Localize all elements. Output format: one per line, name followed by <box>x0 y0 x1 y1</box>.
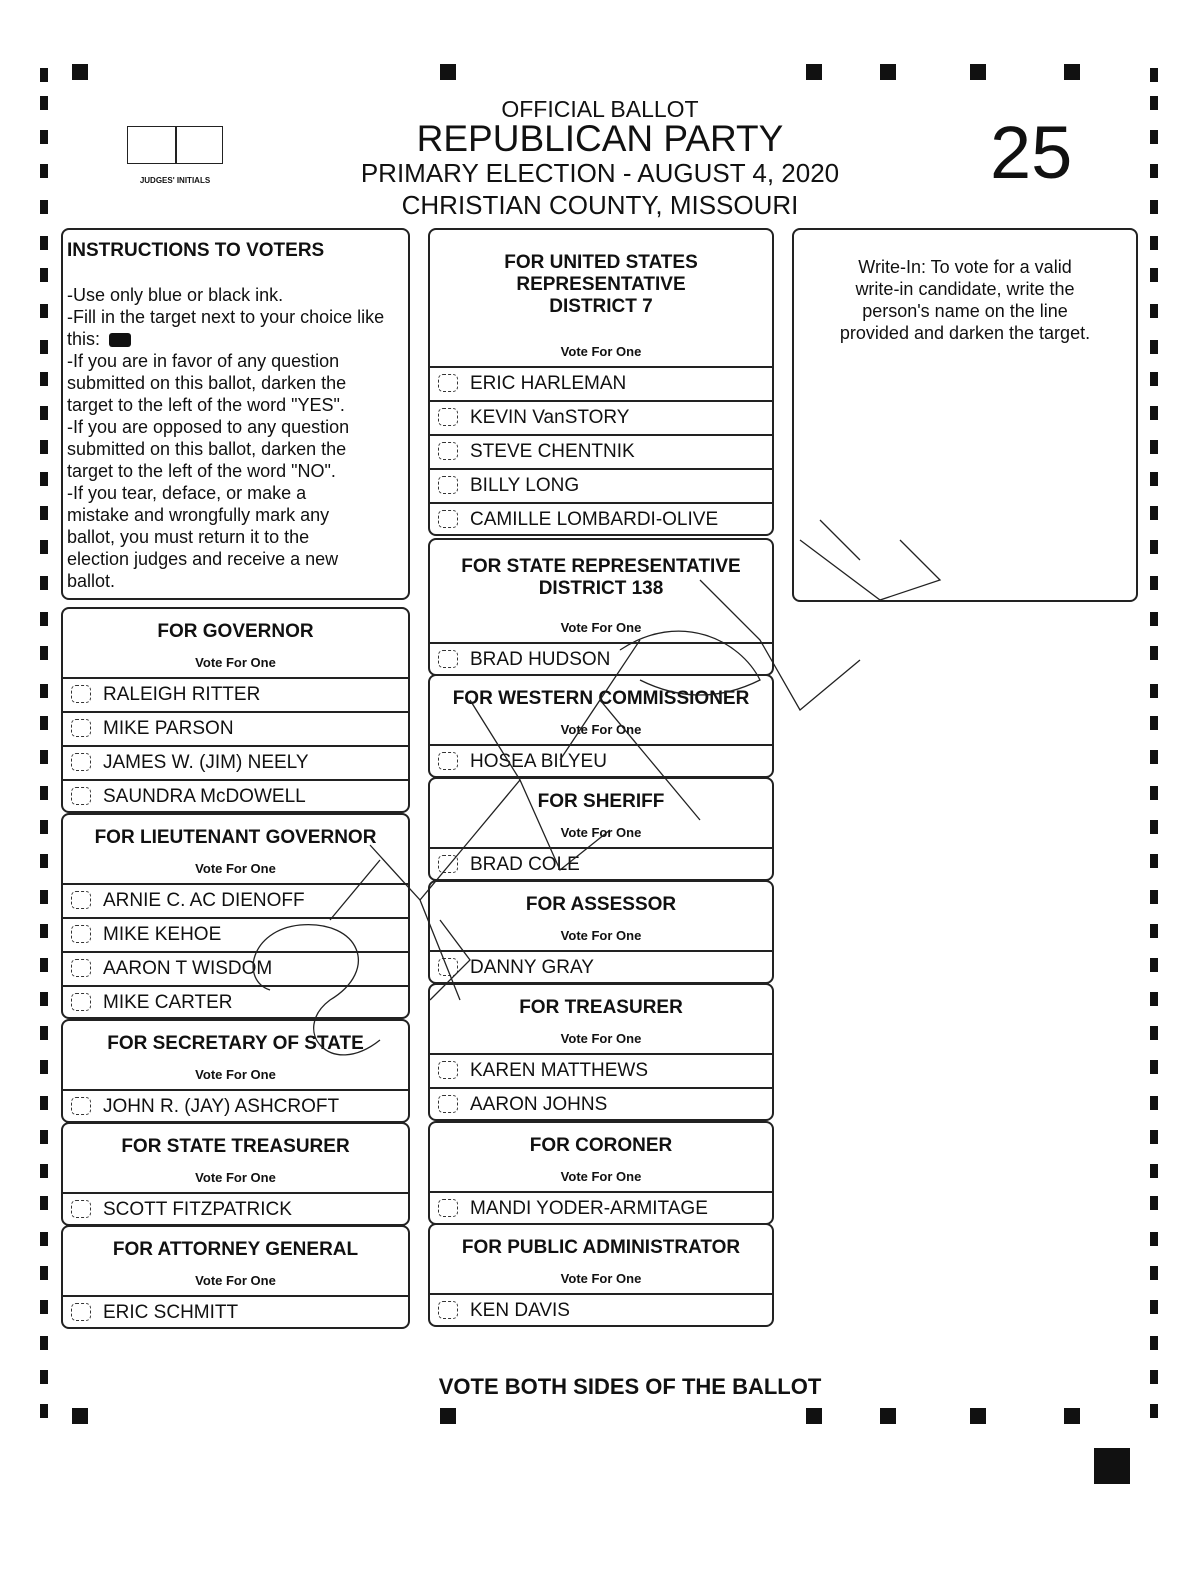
candidate-name: JOHN R. (JAY) ASHCROFT <box>103 1096 340 1117</box>
candidate-row[interactable] <box>430 1293 772 1327</box>
contest-title-line: FOR ATTORNEY GENERAL <box>112 1239 359 1260</box>
contest-header <box>63 1124 408 1192</box>
timing-mark <box>40 1026 48 1040</box>
timing-mark <box>40 854 48 868</box>
timing-mark <box>40 1164 48 1178</box>
candidate-name: JAMES W. (JIM) NEELY <box>103 752 309 773</box>
timing-mark <box>1064 1408 1080 1424</box>
timing-mark-corner <box>1094 1448 1130 1484</box>
timing-mark <box>1150 164 1158 178</box>
ballot-heading-county: CHRISTIAN COUNTY, MISSOURI <box>401 190 799 220</box>
timing-mark <box>40 820 48 834</box>
timing-mark <box>40 406 48 420</box>
instructions-box <box>61 228 410 600</box>
timing-mark <box>1150 646 1158 660</box>
contest-title <box>430 1135 772 1157</box>
vote-for-one-label: Vote For One <box>560 344 642 359</box>
contest-title-line: FOR STATE TREASURER <box>121 1136 350 1157</box>
timing-mark <box>72 1408 88 1424</box>
vote-target[interactable] <box>438 752 458 770</box>
timing-mark <box>1150 820 1158 834</box>
contest-title-line: FOR GOVERNOR <box>157 621 314 642</box>
timing-mark <box>970 64 986 80</box>
timing-mark <box>40 1404 48 1418</box>
vote-target[interactable] <box>438 442 458 460</box>
candidate-row[interactable] <box>430 847 772 881</box>
vote-for-one-label: Vote For One <box>560 1031 642 1046</box>
contest-title <box>430 556 772 600</box>
timing-mark <box>40 1266 48 1280</box>
timing-mark <box>440 64 456 80</box>
candidate-row[interactable] <box>63 1089 408 1123</box>
timing-mark <box>1150 1370 1158 1384</box>
timing-mark <box>40 1060 48 1074</box>
timing-mark <box>40 1096 48 1110</box>
timing-mark <box>1150 750 1158 764</box>
candidate-name: KAREN MATTHEWS <box>470 1060 649 1081</box>
timing-mark <box>1150 612 1158 626</box>
instruction-line: mistake and wrongfully mark any <box>67 505 330 525</box>
judges-initials-label: JUDGES' INITIALS <box>139 176 211 185</box>
candidate-name: MIKE PARSON <box>103 718 234 739</box>
ballot-heading-official: OFFICIAL BALLOT <box>501 96 699 122</box>
timing-mark <box>40 1232 48 1246</box>
candidate-name: BILLY LONG <box>470 475 580 496</box>
timing-mark <box>1150 992 1158 1006</box>
timing-mark <box>1150 200 1158 214</box>
candidate-name: BRAD COLE <box>470 854 580 875</box>
vote-target[interactable] <box>438 408 458 426</box>
timing-mark <box>40 540 48 554</box>
instruction-line: ballot. <box>67 571 116 591</box>
timing-mark <box>1150 1266 1158 1280</box>
timing-mark <box>1150 716 1158 730</box>
vote-target[interactable] <box>71 753 91 771</box>
timing-mark <box>40 646 48 660</box>
candidate-row[interactable] <box>430 366 772 400</box>
vote-target[interactable] <box>438 855 458 873</box>
candidate-row[interactable] <box>430 1191 772 1225</box>
contest-assessor <box>428 880 774 984</box>
vote-for-one-label: Vote For One <box>560 620 642 635</box>
timing-mark <box>40 506 48 520</box>
contest-state-treasurer <box>61 1122 410 1226</box>
vote-for-one-label: Vote For One <box>195 1067 276 1082</box>
vote-for-one-label: Vote For One <box>195 1170 276 1185</box>
timing-mark <box>1150 1096 1158 1110</box>
contest-title <box>430 791 772 813</box>
vote-for-one-label: Vote For One <box>195 655 276 670</box>
timing-mark <box>1150 130 1158 144</box>
timing-mark <box>40 750 48 764</box>
timing-mark <box>1150 506 1158 520</box>
timing-mark <box>1150 96 1158 110</box>
timing-mark <box>40 236 48 250</box>
contest-title <box>63 621 408 643</box>
vote-target[interactable] <box>71 719 91 737</box>
candidate-row[interactable] <box>63 985 408 1019</box>
instruction-line: ballot, you must return it to the <box>67 527 310 547</box>
contest-title <box>430 1237 772 1259</box>
timing-mark <box>40 1300 48 1314</box>
contest-title <box>63 1239 408 1261</box>
candidate-row[interactable] <box>63 677 408 711</box>
vote-target[interactable] <box>71 1200 91 1218</box>
timing-mark <box>1150 924 1158 938</box>
candidate-name: KEN DAVIS <box>470 1300 570 1321</box>
timing-mark <box>806 1408 822 1424</box>
candidate-name: CAMILLE LOMBARDI-OLIVE <box>470 509 719 530</box>
candidate-name: SCOTT FITZPATRICK <box>103 1199 292 1220</box>
contest-sheriff <box>428 777 774 881</box>
candidate-name: AARON T WISDOM <box>103 958 273 979</box>
timing-mark <box>1150 1196 1158 1210</box>
contest-header <box>63 1021 408 1089</box>
timing-mark <box>40 340 48 354</box>
vote-target[interactable] <box>71 1303 91 1321</box>
candidate-name: SAUNDRA McDOWELL <box>103 786 306 807</box>
footer-instruction: VOTE BOTH SIDES OF THE BALLOT <box>438 1374 822 1399</box>
timing-mark <box>1150 304 1158 318</box>
candidate-name: BRAD HUDSON <box>470 649 611 670</box>
candidate-row[interactable] <box>63 951 408 985</box>
candidate-name: ERIC HARLEMAN <box>470 373 627 394</box>
candidate-row[interactable] <box>63 779 408 813</box>
contest-public-admin <box>428 1223 774 1327</box>
vote-target[interactable] <box>438 510 458 528</box>
timing-mark <box>1150 854 1158 868</box>
vote-target[interactable] <box>438 1301 458 1319</box>
instruction-line: -If you are opposed to any question <box>67 417 350 437</box>
timing-mark <box>1150 1060 1158 1074</box>
candidate-name: RALEIGH RITTER <box>103 684 261 705</box>
timing-mark <box>1150 1336 1158 1350</box>
timing-mark <box>1150 684 1158 698</box>
timing-mark <box>40 472 48 486</box>
instruction-line: -Use only blue or black ink. <box>67 285 284 305</box>
candidate-row[interactable] <box>430 400 772 434</box>
timing-mark <box>1150 540 1158 554</box>
vote-target[interactable] <box>438 650 458 668</box>
contest-header <box>430 230 772 366</box>
timing-mark <box>40 268 48 282</box>
contest-title-line: FOR TREASURER <box>519 997 683 1018</box>
contest-header <box>63 1227 408 1295</box>
candidate-name: ARNIE C. AC DIENOFF <box>103 890 305 911</box>
contest-header <box>430 676 772 744</box>
ballot-heading-election: PRIMARY ELECTION - AUGUST 4, 2020 <box>360 158 840 188</box>
vote-target[interactable] <box>438 958 458 976</box>
instruction-line: -If you are in favor of any question <box>67 351 340 371</box>
candidate-row[interactable] <box>63 917 408 951</box>
timing-mark <box>1150 440 1158 454</box>
contest-title <box>430 997 772 1019</box>
contest-attorney-general <box>61 1225 410 1329</box>
vote-for-one-label: Vote For One <box>560 928 642 943</box>
timing-mark <box>1150 786 1158 800</box>
contest-title-line: FOR SECRETARY OF STATE <box>107 1033 364 1054</box>
instruction-line: target to the left of the word "YES". <box>67 395 345 415</box>
vote-for-one-label: Vote For One <box>560 1169 642 1184</box>
contest-title-line: DISTRICT 138 <box>538 578 664 599</box>
timing-mark <box>1150 472 1158 486</box>
timing-mark <box>40 958 48 972</box>
write-in-note: Write-In: To vote for a valid write-in candidate, write the person's name on the line provided and darken the target. <box>839 257 1091 343</box>
contest-header <box>63 815 408 883</box>
timing-mark <box>1150 372 1158 386</box>
timing-mark <box>1150 958 1158 972</box>
timing-mark <box>40 372 48 386</box>
candidate-name: MIKE KEHOE <box>103 924 222 945</box>
vote-target[interactable] <box>71 891 91 909</box>
ballot-heading-party: REPUBLICAN PARTY <box>416 118 784 159</box>
timing-mark <box>40 304 48 318</box>
timing-mark <box>1150 340 1158 354</box>
candidate-name: ERIC SCHMITT <box>103 1302 239 1323</box>
vote-target[interactable] <box>71 959 91 977</box>
candidate-name: DANNY GRAY <box>470 957 594 978</box>
contest-title-line: FOR PUBLIC ADMINISTRATOR <box>461 1237 741 1258</box>
candidate-row[interactable] <box>63 745 408 779</box>
vote-for-one-label: Vote For One <box>560 722 642 737</box>
candidate-row[interactable] <box>430 1087 772 1121</box>
vote-target[interactable] <box>71 1097 91 1115</box>
candidate-row[interactable] <box>430 502 772 536</box>
candidate-name: HOSEA BILYEU <box>470 751 607 772</box>
timing-mark <box>40 612 48 626</box>
contest-title-line: FOR STATE REPRESENTATIVE <box>461 556 741 577</box>
candidate-row[interactable] <box>430 434 772 468</box>
vote-target[interactable] <box>71 993 91 1011</box>
timing-mark <box>40 164 48 178</box>
timing-mark <box>40 1370 48 1384</box>
timing-mark <box>1150 268 1158 282</box>
judges-initials-box <box>127 126 223 164</box>
timing-mark <box>40 576 48 590</box>
contest-treasurer <box>428 983 774 1121</box>
write-in-note-box <box>792 228 1138 602</box>
ballot-style-number: 25 <box>990 111 1073 194</box>
timing-mark <box>72 64 88 80</box>
contest-title-line: REPRESENTATIVE <box>516 274 686 295</box>
contest-header <box>430 985 772 1053</box>
timing-mark <box>1150 68 1158 82</box>
candidate-name: KEVIN VanSTORY <box>470 407 630 428</box>
timing-mark <box>1150 1404 1158 1418</box>
contest-sec-state <box>61 1019 410 1123</box>
contest-title-line: DISTRICT 7 <box>549 296 653 317</box>
instruction-line: target to the left of the word "NO". <box>67 461 336 481</box>
contest-title-line: FOR SHERIFF <box>537 791 665 812</box>
timing-mark <box>1150 890 1158 904</box>
timing-mark <box>40 130 48 144</box>
timing-mark <box>40 96 48 110</box>
timing-mark <box>40 684 48 698</box>
candidate-row[interactable] <box>430 1053 772 1087</box>
vote-target[interactable] <box>71 787 91 805</box>
candidate-row[interactable] <box>63 1192 408 1226</box>
timing-mark <box>440 1408 456 1424</box>
candidate-name: STEVE CHENTNIK <box>470 441 635 462</box>
vote-target[interactable] <box>438 1061 458 1079</box>
timing-mark <box>40 68 48 82</box>
instructions-title: INSTRUCTIONS TO VOTERS <box>67 240 325 261</box>
timing-mark <box>806 64 822 80</box>
contest-coroner <box>428 1121 774 1225</box>
instruction-line: -If you tear, deface, or make a <box>67 483 307 503</box>
timing-mark <box>1150 1300 1158 1314</box>
candidate-name: MIKE CARTER <box>103 992 233 1013</box>
timing-mark <box>1150 1232 1158 1246</box>
timing-mark <box>40 992 48 1006</box>
timing-mark <box>1150 406 1158 420</box>
vote-target[interactable] <box>71 685 91 703</box>
vote-target[interactable] <box>438 1199 458 1217</box>
timing-mark <box>880 1408 896 1424</box>
contest-western-comm <box>428 674 774 778</box>
timing-mark <box>970 1408 986 1424</box>
contest-us-rep <box>428 228 774 536</box>
contest-header <box>430 779 772 847</box>
timing-mark <box>1150 1026 1158 1040</box>
vote-target[interactable] <box>438 476 458 494</box>
timing-mark <box>1150 1130 1158 1144</box>
candidate-row[interactable] <box>63 1295 408 1329</box>
candidate-row[interactable] <box>430 744 772 778</box>
instructions-text <box>67 284 384 592</box>
instruction-line: election judges and receive a new <box>67 549 339 569</box>
timing-mark <box>40 440 48 454</box>
timing-mark <box>1150 576 1158 590</box>
contest-title <box>430 252 772 318</box>
contest-header <box>63 609 408 677</box>
candidate-row[interactable] <box>430 468 772 502</box>
contest-governor <box>61 607 410 813</box>
contest-title-line: FOR UNITED STATES <box>504 252 698 273</box>
contest-title <box>63 1136 408 1158</box>
contest-header <box>430 1123 772 1191</box>
contest-title <box>63 827 408 849</box>
filled-target-icon <box>109 333 131 347</box>
instruction-line: -Fill in the target next to your choice like <box>67 307 385 327</box>
timing-mark <box>40 924 48 938</box>
vote-target[interactable] <box>71 925 91 943</box>
candidate-row[interactable] <box>63 711 408 745</box>
instruction-line: submitted on this ballot, darken the <box>67 373 347 393</box>
contest-title <box>63 1033 408 1055</box>
vote-for-one-label: Vote For One <box>195 861 276 876</box>
timing-mark <box>40 1196 48 1210</box>
vote-for-one-label: Vote For One <box>560 825 642 840</box>
contest-title-line: FOR LIEUTENANT GOVERNOR <box>94 827 377 848</box>
timing-mark <box>40 200 48 214</box>
timing-mark <box>1150 236 1158 250</box>
contest-title <box>430 894 772 916</box>
vote-target[interactable] <box>438 1095 458 1113</box>
contest-state-rep <box>428 538 774 676</box>
timing-mark <box>1064 64 1080 80</box>
contest-title-line: FOR WESTERN COMMISSIONER <box>452 688 750 709</box>
candidate-row[interactable] <box>63 883 408 917</box>
instruction-line: submitted on this ballot, darken the <box>67 439 347 459</box>
timing-mark <box>40 1336 48 1350</box>
candidate-name: MANDI YODER-ARMITAGE <box>470 1198 708 1219</box>
candidate-name: AARON JOHNS <box>470 1094 608 1115</box>
timing-mark <box>40 1130 48 1144</box>
contest-header <box>430 882 772 950</box>
timing-mark <box>40 890 48 904</box>
contest-title-line: FOR CORONER <box>529 1135 673 1156</box>
vote-for-one-label: Vote For One <box>560 1271 642 1286</box>
contest-title <box>430 688 772 710</box>
timing-mark <box>40 786 48 800</box>
candidate-row[interactable] <box>430 950 772 984</box>
vote-target[interactable] <box>438 374 458 392</box>
instruction-line-example: this: <box>67 328 384 350</box>
contest-lt-governor <box>61 813 410 1019</box>
timing-mark <box>1150 1164 1158 1178</box>
candidate-row[interactable] <box>430 642 772 676</box>
vote-for-one-label: Vote For One <box>195 1273 276 1288</box>
contest-header <box>430 540 772 642</box>
contest-header <box>430 1225 772 1293</box>
timing-mark <box>880 64 896 80</box>
timing-mark <box>40 716 48 730</box>
contest-title-line: FOR ASSESSOR <box>525 894 677 915</box>
